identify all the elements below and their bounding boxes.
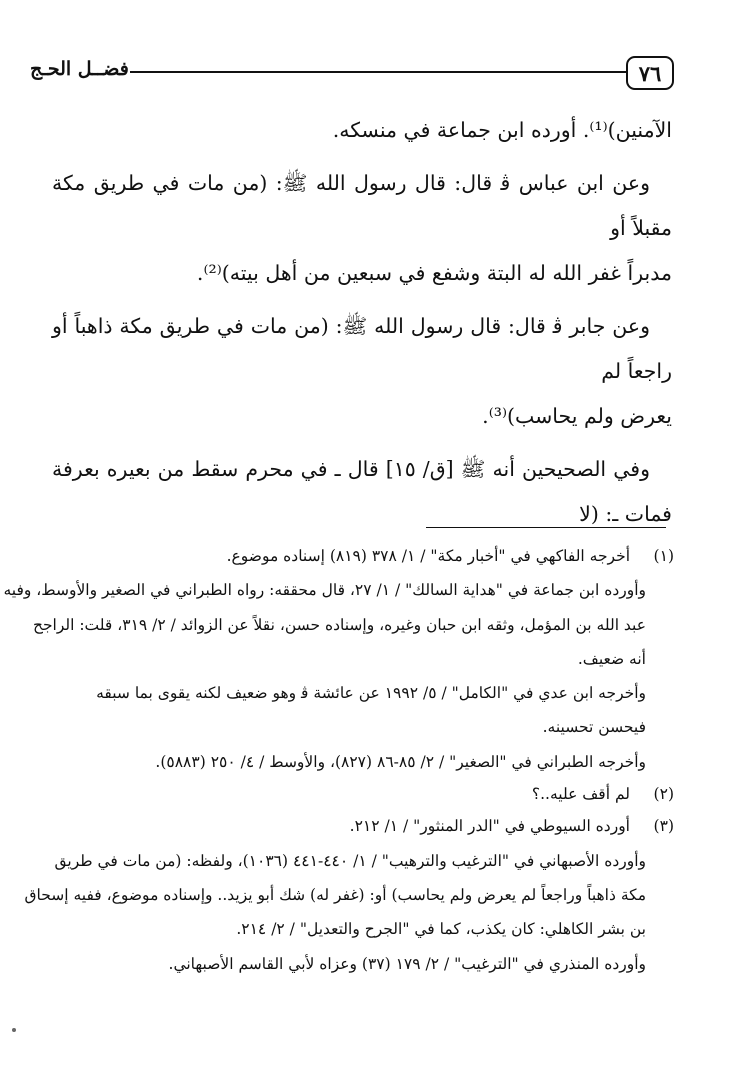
page-number: ٧٦ xyxy=(638,60,662,86)
footnote-line: مكة ذاهباً وراجعاً لم يعرض ولم يحاسب) أو: (غفر له) شك أبو يزيد.. وإسناده موضوع، ففيه إسحاق xyxy=(24,885,646,904)
paragraph-2 xyxy=(52,161,672,296)
paragraph-3-line-1: وعن جابر ﭬ قال: قال رسول الله ﷺ: (من مات في طريق مكة ذاهباً أو راجعاً لم xyxy=(52,314,672,383)
paragraph-3-line-2: يعرض ولم يحاسب)⁽³⁾. xyxy=(482,404,672,428)
footnote-line: فيحسن تحسينه. xyxy=(542,718,646,737)
footnote-line: وأورده المنذري في "الترغيب" / ٢/ ١٧٩ (٣٧) وعزاه لأبي القاسم الأصبهاني. xyxy=(168,954,646,973)
scan-speck xyxy=(12,1028,16,1032)
main-text xyxy=(52,108,672,537)
running-title: فضــل الحـج xyxy=(30,58,129,80)
footnote-2 xyxy=(44,778,674,810)
footnote-line: عبد الله بن المؤمل، وثقه ابن حبان وغيره، وإسناده حسن، نقلاً عن الزوائد / ٢/ ٣١٩، قلت: الراجح xyxy=(32,615,646,634)
footnote-line: وأورده ابن جماعة في "هداية السالك" / ١/ ٢٧، قال محققه: رواه الطبراني في الصغير والأوسط، وفيه xyxy=(3,581,646,600)
header-rule xyxy=(130,71,626,73)
footnote-line: لم أقف عليه..؟ xyxy=(531,785,630,804)
paragraph-3 xyxy=(52,304,672,439)
page-number-box xyxy=(626,56,674,90)
footnote-1 xyxy=(3,540,674,778)
footnote-3 xyxy=(24,810,674,979)
footnote-line: وأخرجه الطبراني في "الصغير" / ٢/ ٨٥-٨٦ (٨٢٧)، والأوسط / ٤/ ٢٥٠ (٥٨٨٣). xyxy=(155,752,646,771)
footnote-line: أخرجه الفاكهي في "أخبار مكة" / ١/ ٣٧٨ (٨١٩) إسناده موضوع. xyxy=(226,547,630,565)
footnote-line: أورده السيوطي في "الدر المنثور" / ١/ ٢١٢. xyxy=(349,817,630,836)
page-header xyxy=(30,56,674,92)
footnote-line: وأخرجه ابن عدي في "الكامل" / ٥/ ١٩٩٢ عن عائشة ﭬ وهو ضعيف لكنه يقوى بما سبقه xyxy=(96,684,646,703)
footnote-line: وأورده الأصبهاني في "الترغيب والترهيب" / ١/ ٤٤٠-٤٤١ (١٠٣٦)، ولفظه: (من مات في طريق xyxy=(54,851,646,870)
paragraph-2-line-1: وعن ابن عباس ﭬ قال: قال رسول الله ﷺ: (من مات في طريق مكة مقبلاً أو xyxy=(52,171,672,240)
footnote-line: بن بشر الكاهلي: كان يكذب، كما في "الجرح والتعديل" / ٢/ ٢١٤. xyxy=(236,920,646,939)
footnotes xyxy=(3,540,674,980)
footnote-separator xyxy=(426,527,666,528)
footnote-mark: (٢) xyxy=(653,785,674,804)
paragraph-4-line-1: وفي الصحيحين أنه ﷺ [ق/ ١٥] قال ـ في محرم سقط من بعيره بعرفة فمات ـ: (لا xyxy=(52,457,672,526)
paragraph-2-line-2: مدبراً غفر الله له البتة وشفع في سبعين من أهل بيته)⁽²⁾. xyxy=(196,261,672,285)
footnote-mark: (١) xyxy=(653,547,674,565)
paragraph-4 xyxy=(52,447,672,537)
paragraph-1: الآمنين)⁽¹⁾. أورده ابن جماعة في منسكه. xyxy=(332,118,672,142)
footnote-line: أنه ضعيف. xyxy=(577,649,646,668)
footnote-mark: (٣) xyxy=(653,817,674,836)
